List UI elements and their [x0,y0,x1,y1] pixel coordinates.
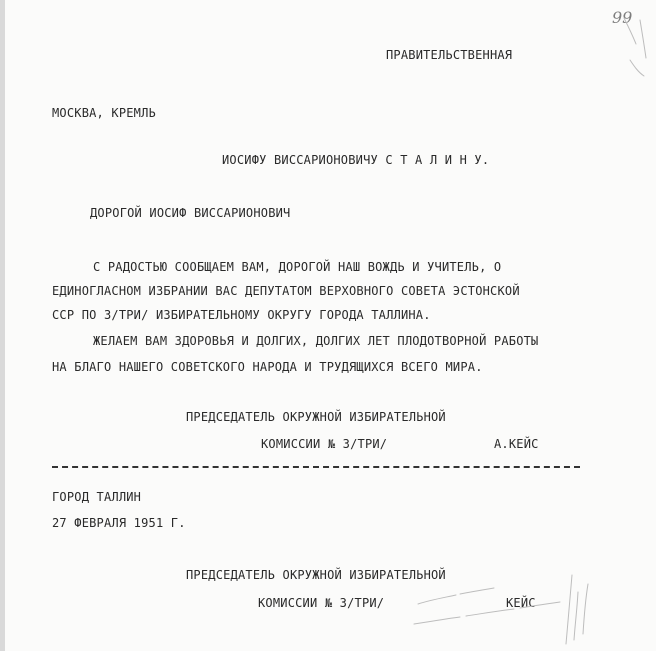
paragraph1-line3: ССР ПО 3/ТРИ/ ИЗБИРАТЕЛЬНОМУ ОКРУГУ ГОРОДА ТАЛЛИНА. [52,308,431,322]
city-line: ГОРОД ТАЛЛИН [52,490,142,504]
signature-top-title-line1: ПРЕДСЕДАТЕЛЬ ОКРУЖНОЙ ИЗБИРАТЕЛЬНОЙ [186,410,446,424]
signature-bottom-title-line1: ПРЕДСЕДАТЕЛЬ ОКРУЖНОЙ ИЗБИРАТЕЛЬНОЙ [186,568,446,582]
paragraph1-line2: ЕДИНОГЛАСНОМ ИЗБРАНИИ ВАС ДЕПУТАТОМ ВЕРХОВНОГО СОВЕТА ЭСТОНСКОЙ [52,284,520,298]
page-number: 99 [612,8,633,27]
classification-label: ПРАВИТЕЛЬСТВЕННАЯ [386,48,513,62]
signature-top-name: А.КЕЙС [494,437,539,451]
addressee-line: ИОСИФУ ВИССАРИОНОВИЧУ С Т А Л И Н У. [222,153,490,167]
paragraph2-line1: ЖЕЛАЕМ ВАМ ЗДОРОВЬЯ И ДОЛГИХ, ДОЛГИХ ЛЕТ ПЛОДОТВОРНОЙ РАБОТЫ [93,334,539,348]
signature-bottom-name: КЕЙС [506,596,536,610]
salutation: ДОРОГОЙ ИОСИФ ВИССАРИОНОВИЧ [90,206,291,220]
origin-line: МОСКВА, КРЕМЛЬ [52,106,156,120]
paragraph1-line1: С РАДОСТЬЮ СООБЩАЕМ ВАМ, ДОРОГОЙ НАШ ВОЖДЬ И УЧИТЕЛЬ, О [93,260,502,274]
paragraph2-line2: НА БЛАГО НАШЕГО СОВЕТСКОГО НАРОДА И ТРУДЯЩИХСЯ ВСЕГО МИРА. [52,360,483,374]
date-line: 27 ФЕВРАЛЯ 1951 Г. [52,516,186,530]
signature-bottom-title-line2: КОМИССИИ № 3/ТРИ/ [258,596,385,610]
signature-top-title-line2: КОМИССИИ № 3/ТРИ/ [261,437,388,451]
